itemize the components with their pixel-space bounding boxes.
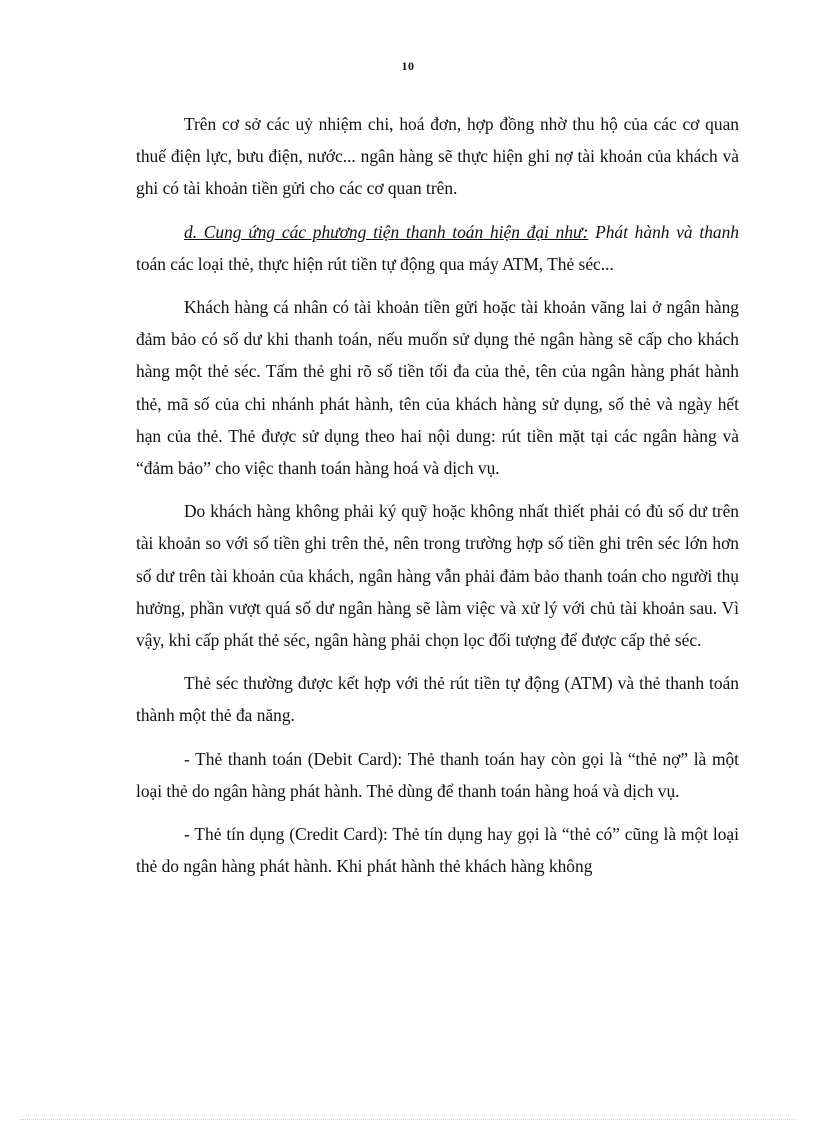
section-heading-d: d. Cung ứng các phương tiện thanh toán hiện đại như: (184, 221, 589, 242)
paragraph-payment-orders: Trên cơ sở các uỷ nhiệm chi, hoá đơn, hợp đồng nhờ thu hộ của các cơ quan thuế điện lực, bưu điện, nước... ngân hàng sẽ thực hiện ghi nợ tài khoản của khách và ghi có tài khoản tiền gửi cho các cơ quan trên. (136, 114, 739, 199)
paragraph-deposit-guarantee: Do khách hàng không phải ký quỹ hoặc không nhất thiết phải có đủ số dư trên tài khoản so với số tiền ghi trên thẻ, nên trong trường hợp số tiền ghi trên séc lớn hơn số dư trên tài khoản của khách, ngân hàng vẫn phải đảm bảo thanh toán cho người thụ hưởng, phần vượt quá số dư ngân hàng sẽ làm việc và xử lý với chủ tài khoản sau. Vì vậy, khi cấp phát thẻ séc, ngân hàng phải chọn lọc đối tượng để được cấp thẻ séc. (136, 501, 739, 651)
paragraph-debit-card: - Thẻ thanh toán (Debit Card): Thẻ thanh toán hay còn gọi là “thẻ nợ” là một loại thẻ do ngân hàng phát hành. Thẻ dùng để thanh toán hàng hoá và dịch vụ. (136, 748, 739, 801)
page-footer-divider (20, 1119, 796, 1120)
section-heading-d-italic: Phát hành và thanh (588, 221, 739, 242)
paragraph-multi-function-card: Thẻ séc thường được kết hợp với thẻ rút tiền tự động (ATM) và thẻ thanh toán thành một thẻ đa năng. (136, 673, 739, 726)
paragraph-credit-card: - Thẻ tín dụng (Credit Card): Thẻ tín dụng hay gọi là “thẻ có” cũng là một loại thẻ do ngân hàng phát hành. Khi phát hành thẻ khách hàng không (136, 824, 739, 877)
document-body (136, 108, 739, 882)
paragraph-check-card: Khách hàng cá nhân có tài khoản tiền gửi hoặc tài khoản vãng lai ở ngân hàng đảm bảo có số dư khi thanh toán, nếu muốn sử dụng thẻ ngân hàng sẽ cấp cho khách hàng một thẻ séc. Tấm thẻ ghi rõ số tiền tối đa của thẻ, tên của ngân hàng phát hành thẻ, mã số của chi nhánh phát hành, tên của khách hàng sử dụng, số thẻ và ngày hết hạn của thẻ. Thẻ được sử dụng theo hai nội dung: rút tiền mặt tại các ngân hàng và “đảm bảo” cho việc thanh toán hàng hoá và dịch vụ. (136, 297, 739, 479)
section-heading-d-text: toán các loại thẻ, thực hiện rút tiền tự động qua máy ATM, Thẻ séc... (136, 253, 614, 274)
paragraph-modern-payment-means (136, 216, 739, 280)
page-number: 10 (401, 59, 415, 73)
